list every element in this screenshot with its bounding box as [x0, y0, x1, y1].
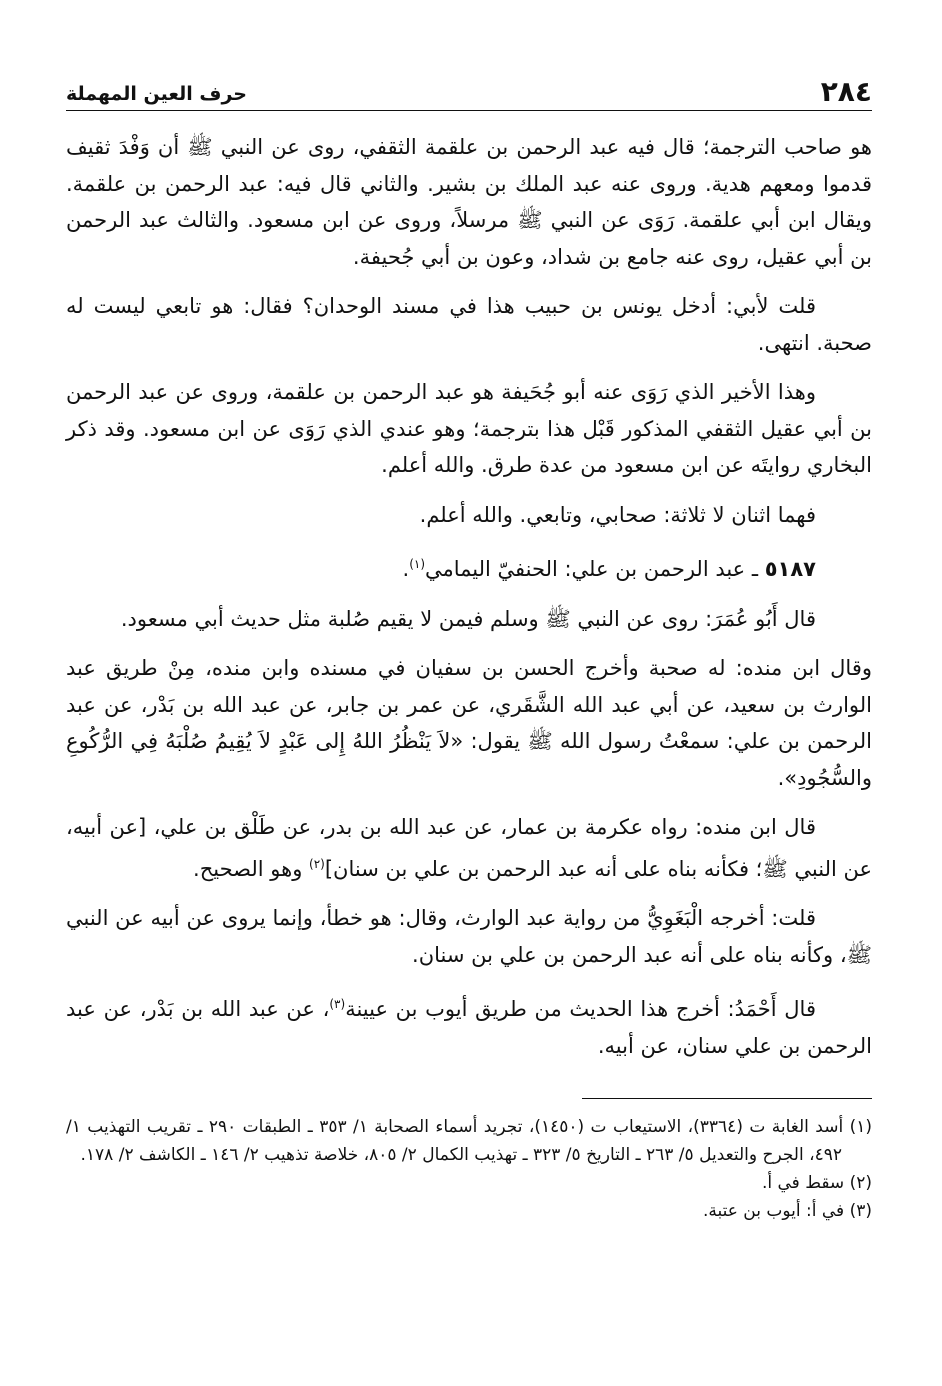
running-title: حرف العين المهملة — [66, 83, 247, 105]
page-number: ٢٨٤ — [820, 75, 872, 108]
paragraph-text: ، عن عبد الله بن بَدْر، عن عبد الرحمن بن علي سنان، عن أبيه. — [66, 997, 872, 1058]
entry-end: . — [402, 557, 410, 581]
footnote-ref[interactable]: (٣) — [329, 997, 346, 1011]
paragraph: قلت: أخرجه الْبَغَوِيُّ من رواية عبد الوارث، وقال: هو خطأ، وإنما يروى عن أبيه عن النبي ﷺ، وكأنه بناه على أنه عبد الرحمن بن علي بن سنان. — [66, 906, 872, 967]
entry-title: ـ عبد الرحمن بن علي: الحنفيّ اليمامي — [425, 557, 765, 581]
footnote: (١) أسد الغابة ت (٣٣٦٤)، الاستيعاب ت (١٤٥٠)، تجريد أسماء الصحابة ١/ ٣٥٣ ـ الطبقات ٢٩٠ ـ تقريب التهذيب ١/ ٤٩٢، الجرح والتعديل ٥/ ٢٦٣ ـ التاريخ ٥/ ٣٢٣ ـ تهذيب الكمال ٢/ ٨٠٥، خلاصة تذهيب ٢/ ١٤٦ ـ الكاشف ٢/ ١٧٨. — [66, 1117, 872, 1165]
paragraph — [66, 809, 872, 887]
footnotes — [66, 1113, 872, 1225]
footnote: (٢) سقط في أ. — [761, 1173, 872, 1193]
paragraph: فهما اثنان لا ثلاثة: صحابي، وتابعي. والله أعلم. — [419, 502, 816, 527]
paragraph: قلت لأبي: أدخل يونس بن حبيب هذا في مسند الوحدان؟ فقال: هو تابعي ليست له صحبة. انتهى. — [66, 294, 872, 355]
paragraph — [66, 986, 872, 1064]
page-header — [66, 70, 872, 111]
main-text — [66, 129, 872, 1064]
footnote-ref[interactable]: (١) — [409, 557, 426, 571]
footnote-separator — [582, 1098, 872, 1099]
paragraph: وهذا الأخير الذي رَوَى عنه أبو جُحَيفة هو عبد الرحمن بن علقمة، وروى عن عبد الرحمن بن أبي عقيل الثقفي المذكور قَبْل هذا بترجمة؛ وهو عندي الذي رَوَى عن ابن مسعود. وقد ذكر البخاري روايتَه عن ابن مسعود من عدة طرق. والله أعلم. — [66, 380, 872, 477]
entry-number: ٥١٨٧ — [764, 557, 816, 581]
paragraph: قال أَبُو عُمَرَ: روى عن النبي ﷺ وسلم فيمن لا يقيم صُلبة مثل حديث أبي مسعود. — [120, 606, 816, 631]
paragraph: هو صاحب الترجمة؛ قال فيه عبد الرحمن بن علقمة الثقفي، روى عن النبي ﷺ أن وَفْدَ ثقيف قدموا ومعهم هدية. وروى عنه عبد الملك بن بشير. والثاني قال فيه: عبد الرحمن بن علقمة. ويقال ابن أبي علقمة. رَوَى عن النبي ﷺ مرسلاً، وروى عن ابن مسعود. والثالث عبد الرحمن بن أبي عقيل، روى عنه جامع بن شداد، وعون بن أبي جُحيفة. — [66, 135, 872, 269]
paragraph-text: قال ابن منده: رواه عكرمة بن عمار، عن عبد الله بن بدر، عن طَلْق بن علي، [عن أبيه، عن النبي ﷺ؛ فكأنه بناه على أنه عبد الرحمن بن علي بن سنان] — [66, 815, 872, 881]
entry-heading — [66, 546, 872, 588]
paragraph-text: قال أَحْمَدُ: أخرج هذا الحديث من طريق أيوب بن عيينة — [345, 997, 816, 1021]
footnote-ref[interactable]: (٢) — [309, 856, 325, 871]
paragraph-text: وهو الصحيح. — [193, 856, 310, 881]
footnote: (٣) في أ: أيوب بن عتبة. — [702, 1201, 872, 1221]
paragraph: وقال ابن منده: له صحبة وأخرج الحسن بن سفيان في مسنده وابن منده، مِنْ طريق عبد الوارث بن سعيد، عن أبي عبد الله الشَّقَري، عن عمر بن جابر، عن عبد الله بن بَدْر، عن عبد الرحمن بن علي: سمعْتُ رسول الله ﷺ يقول: «لاَ يَنْظُرُ اللهُ إِلى عَبْدٍ لاَ يُقِيمُ صُلْبَهُ فِي الرُّكُوعِ والسُّجُودِ». — [66, 656, 872, 790]
